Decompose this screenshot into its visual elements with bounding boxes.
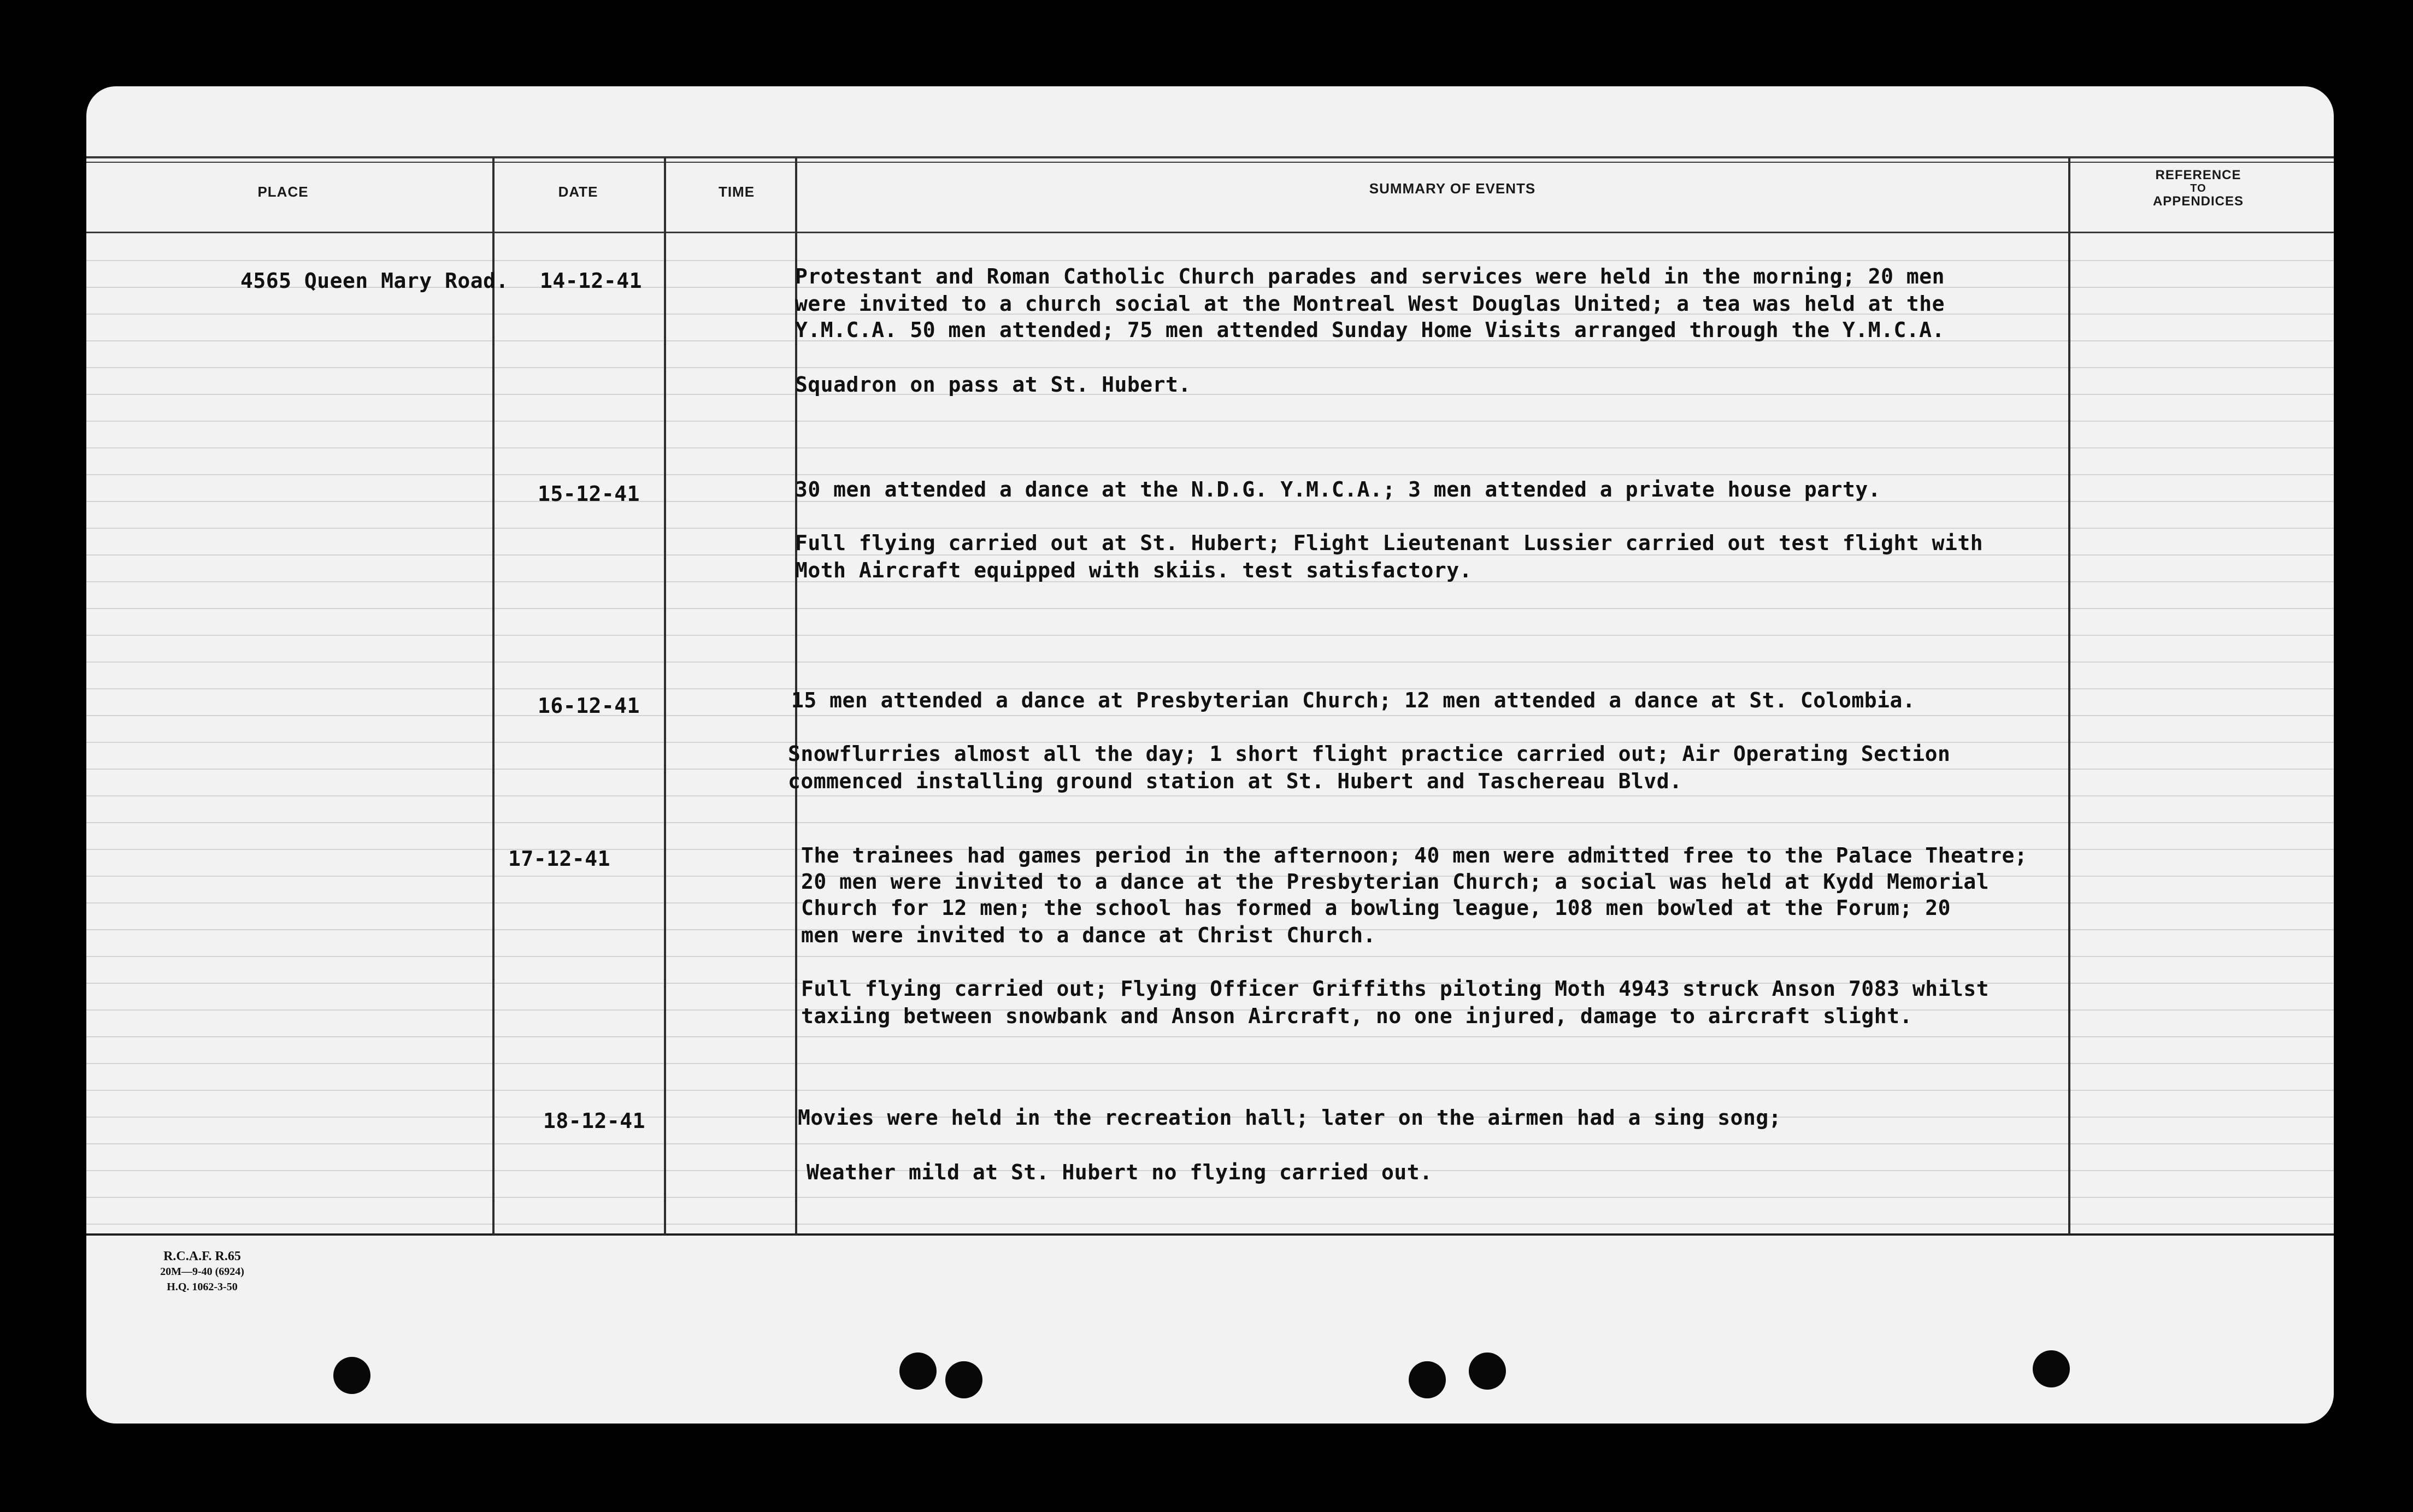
ruled-line: [86, 1143, 2334, 1144]
column-divider-date: [664, 157, 666, 1235]
header-top-rule-2: [86, 162, 2334, 163]
date-entry-2: 15-12-41: [538, 482, 640, 506]
entry-1-line-2: were invited to a church social at the Montreal West Douglas United; a tea was held at the: [795, 292, 1945, 316]
entry-5-line-1: Movies were held in the recreation hall; later on the airmen had a sing song;: [798, 1106, 1782, 1130]
ruled-line: [86, 795, 2334, 796]
entry-4-line-1: The trainees had games period in the afternoon; 40 men were admitted free to the Palace Theatre;: [801, 843, 2028, 867]
entry-2-line-3: Moth Aircraft equipped with skiis. test satisfactory.: [795, 558, 1473, 582]
entry-4-line-3: Church for 12 men; the school has formed a bowling league, 108 men bowled at the Forum; 20: [801, 896, 1951, 920]
entry-4-line-4: men were invited to a dance at Christ Church.: [801, 923, 1376, 947]
column-divider-summary: [2068, 157, 2070, 1235]
punch-hole: [333, 1357, 370, 1394]
ruled-line: [86, 1063, 2334, 1064]
table-bottom-rule: [86, 1233, 2334, 1236]
entry-2-line-2: Full flying carried out at St. Hubert; Flight Lieutenant Lussier carried out test flight with: [795, 531, 1984, 555]
header-bottom-rule: [86, 232, 2334, 233]
header-reference-line2: TO: [2190, 182, 2206, 194]
ruled-line: [86, 715, 2334, 716]
entry-3-line-1: 15 men attended a dance at Presbyterian Church; 12 men attended a dance at St. Colombia.: [791, 688, 1916, 712]
ruled-line: [86, 528, 2334, 529]
diary-card: [86, 86, 2334, 1424]
date-entry-5: 18-12-41: [543, 1109, 646, 1133]
entry-1-line-4: Squadron on pass at St. Hubert.: [795, 373, 1191, 397]
ruled-line: [86, 635, 2334, 636]
entry-3-line-2: Snowflurries almost all the day; 1 short flight practice carried out; Air Operating Section: [788, 742, 1951, 766]
ruled-line: [86, 1090, 2334, 1091]
form-id-line2: 20M—9-40 (6924): [160, 1266, 244, 1278]
header-reference: [2108, 167, 2288, 210]
entry-4-line-6: taxiing between snowbank and Anson Aircraft, no one injured, damage to aircraft slight.: [801, 1004, 1912, 1028]
header-place: PLACE: [257, 184, 309, 200]
entry-4-line-5: Full flying carried out; Flying Officer Griffiths piloting Moth 4943 struck Anson 7083 whilst: [801, 977, 1990, 1001]
ruled-line: [86, 260, 2334, 261]
entry-2-line-1: 30 men attended a dance at the N.D.G. Y.M.C.A.; 3 men attended a private house party.: [795, 477, 1881, 501]
date-entry-3: 16-12-41: [538, 694, 640, 718]
ruled-line: [86, 367, 2334, 368]
entry-5-line-2: Weather mild at St. Hubert no flying carried out.: [807, 1160, 1433, 1184]
form-id-line1: R.C.A.F. R.65: [163, 1249, 241, 1263]
ruled-line: [86, 956, 2334, 957]
column-divider-place: [492, 157, 495, 1235]
header-summary: SUMMARY OF EVENTS: [1369, 180, 1536, 197]
header-reference-line1: REFERENCE: [2155, 168, 2241, 182]
header-date: DATE: [558, 184, 598, 200]
form-id-line3: H.Q. 1062-3-50: [167, 1281, 238, 1293]
ruled-line: [86, 1036, 2334, 1037]
date-entry-1: 14-12-41: [540, 269, 643, 293]
ruled-line: [86, 822, 2334, 823]
ruled-line: [86, 474, 2334, 475]
header-top-rule: [86, 156, 2334, 158]
place-entry: 4565 Queen Mary Road.: [240, 269, 509, 293]
ruled-line: [86, 1197, 2334, 1198]
punch-hole: [899, 1352, 937, 1390]
ruled-line: [86, 447, 2334, 448]
ruled-line: [86, 421, 2334, 422]
header-time: TIME: [718, 184, 755, 200]
punch-hole: [1469, 1352, 1506, 1390]
ruled-line: [86, 1224, 2334, 1225]
header-reference-line3: APPENDICES: [2152, 194, 2244, 209]
entry-4-line-2: 20 men were invited to a dance at the Presbyterian Church; a social was held at Kydd Memorial: [801, 870, 1990, 894]
entry-3-line-3: commenced installing ground station at St. Hubert and Taschereau Blvd.: [788, 769, 1682, 793]
punch-hole: [945, 1361, 982, 1398]
entry-1-line-1: Protestant and Roman Catholic Church parades and services were held in the morning; 20 men: [795, 264, 1945, 288]
ruled-line: [86, 608, 2334, 609]
ruled-line: [86, 662, 2334, 663]
form-identifier: [120, 1249, 284, 1295]
entry-1-line-3: Y.M.C.A. 50 men attended; 75 men attended Sunday Home Visits arranged through the Y.M.C.A.: [795, 318, 1945, 342]
date-entry-4: 17-12-41: [508, 847, 611, 871]
punch-hole: [2033, 1350, 2070, 1387]
ruled-line: [86, 394, 2334, 395]
punch-hole: [1409, 1361, 1446, 1398]
